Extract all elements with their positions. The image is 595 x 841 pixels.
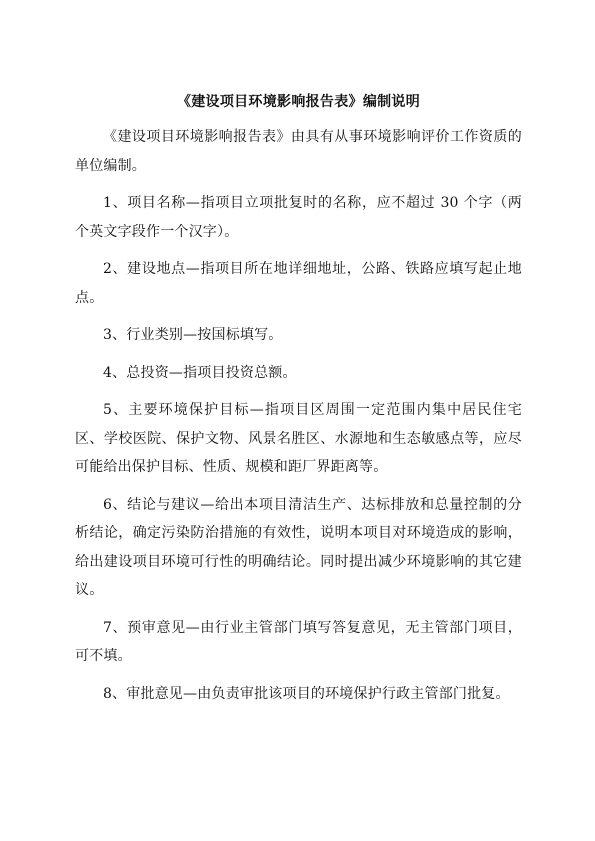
document-body (75, 123, 522, 708)
paragraph-item-6-conclusion: 6、结论与建议—给出本项目清洁生产、达标排放和总量控制的分析结论，确定污染防治措施的有效性，说明本项目对环境造成的影响，给出建设项目环境可行性的明确结论。同时提出减少环境影响的其它建议。 (75, 496, 522, 598)
paragraph-item-3-industry: 3、行业类别—按国标填写。 (103, 327, 283, 343)
paragraph-item-4-investment: 4、总投资—指项目投资总额。 (103, 364, 297, 381)
document-title: 《建设项目环境影响报告表》编制说明 (176, 94, 421, 110)
paragraph-item-5-protection-targets: 5、主要环境保护目标—指项目区周围一定范围内集中居民住宅区、学校医院、保护文物、风景名胜区、水源地和生态敏感点等，应尽可能给出保护目标、性质、规模和距厂界距离等。 (75, 402, 522, 475)
paragraph-intro: 《建设项目环境影响报告表》由具有从事环境影响评价工作资质的单位编制。 (75, 129, 522, 174)
paragraph-item-1-project-name: 1、项目名称—指项目立项批复时的名称，应不超过 30 个字（两个英文字段作一个汉字）。 (75, 195, 522, 240)
paragraph-item-8-approval: 8、审批意见—由负责审批该项目的环境保护行政主管部门批复。 (103, 685, 510, 702)
paragraph-item-7-pre-review: 7、预审意见—由行业主管部门填写答复意见，无主管部门项目，可不填。 (75, 619, 522, 664)
paragraph-item-2-location: 2、建设地点—指项目所在地详细地址，公路、铁路应填写起止地点。 (75, 261, 522, 306)
